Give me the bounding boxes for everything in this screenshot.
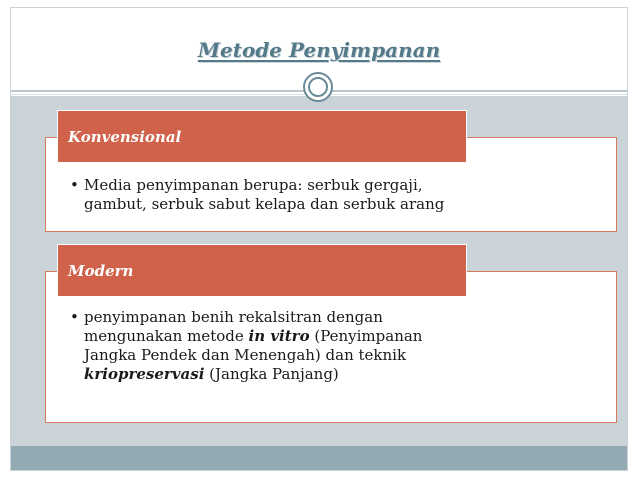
ring-ornament-icon (303, 72, 333, 102)
bullet-text-modern (70, 308, 604, 384)
bullet-line: gambut, serbuk sabut kelapa dan serbuk arang (84, 195, 445, 213)
section-heading-konvensional: Konvensional (57, 110, 467, 163)
footer-bar (11, 446, 627, 470)
bullet-text-segment: (Jangka Panjang) (204, 365, 339, 383)
bullet-line: Media penyimpanan berupa: serbuk gergaji, (84, 176, 423, 194)
bullet-line (84, 327, 604, 346)
bullet-line (84, 365, 604, 384)
bullet-emphasis-in-vitro: in vitro (248, 327, 310, 345)
bullet-dot-icon: • (70, 176, 79, 194)
section-heading-modern: Modern (57, 244, 467, 297)
bullet-text-konvensional (70, 176, 604, 214)
bullet-emphasis-kriopreservasi: kriopreservasi (84, 365, 205, 383)
bullet-line: Jangka Pendek dan Menengah) dan teknik (84, 346, 407, 364)
bullet-dot-icon: • (70, 308, 79, 326)
bullet-line: penyimpanan benih rekalsitran dengan (84, 308, 383, 326)
bullet-text-segment: (Penyimpanan (309, 327, 423, 345)
bullet-text-segment: mengunakan metode (84, 327, 249, 345)
slide-title: Metode Penyimpanan (197, 38, 441, 62)
